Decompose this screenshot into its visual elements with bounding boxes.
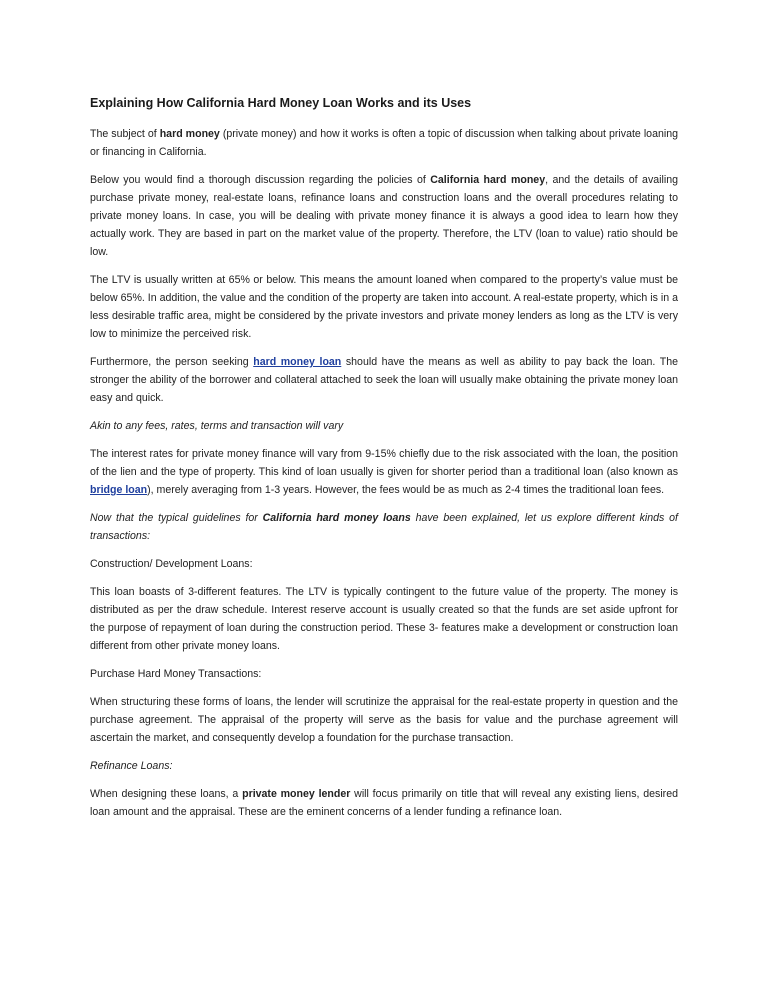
text-run: have been explained, let us explore different kinds of transactions: — [90, 512, 678, 542]
paragraph-ltv: The LTV is usually written at 65% or below. This means the amount loaned when compared to the property’s value must be below 65%. In addition, the value and the condition of the property are taken into account. A real-estate property, which is in a less desirable traffic area, might be considered by the private investors and private money lenders as long as the LTV is very low to minimize the perceived risk. — [90, 274, 678, 340]
paragraph-purchase: When structuring these forms of loans, the lender will scrutinize the appraisal for the real-estate property in question and the purchase agreement. The appraisal of the property will serve as the basis for value and the purchase agreement will ascertain the market, and consequently develop a foundation for the purchase transaction. — [90, 696, 678, 744]
bridge-loan-link[interactable]: bridge loan — [90, 484, 148, 496]
text-run: will focus primarily on title that will reveal any existing liens, desired loan amount and the appraisal. These are the eminent concerns of a lender funding a refinance loan. — [90, 788, 678, 818]
hard-money-loan-link[interactable]: hard money loan — [253, 356, 342, 368]
bold-term: California hard money — [430, 174, 546, 186]
text-run: Furthermore, the person seeking — [90, 356, 254, 368]
text-run: When designing these loans, a — [90, 788, 243, 800]
section-subtitle-fees: Akin to any fees, rates, terms and transaction will vary — [90, 420, 344, 432]
heading-purchase: Purchase Hard Money Transactions: — [90, 668, 262, 680]
paragraph-construction: This loan boasts of 3-different features. The LTV is typically contingent to the future value of the property. The money is distributed as per the draw schedule. Interest reserve account is usually created so that the funds are set aside upfront for the purpose of repayment of loan during the construction period. These 3- features make a development or construction loan different from other private money loans. — [90, 586, 678, 652]
paragraph-policies — [90, 171, 678, 261]
paragraph-interest-rates — [90, 445, 678, 499]
paragraph-transactions-intro — [90, 509, 678, 545]
heading-construction: Construction/ Development Loans: — [90, 558, 253, 570]
text-run: The subject of — [90, 128, 160, 140]
text-run: Below you would find a thorough discussion regarding the policies of — [90, 174, 431, 186]
bold-term: hard money — [159, 128, 220, 140]
text-run: should have the means as well as ability to pay back the loan. The stronger the ability of the borrower and collateral attached to seek the loan will usually make obtaining the private money loan easy and quick. — [90, 356, 679, 404]
paragraph-intro — [90, 125, 678, 161]
text-run: The interest rates for private money finance will vary from 9-15% chiefly due to the risk associated with the loan, the position of the lien and the type of property. This kind of loan usually is given for shorter period than a traditional loan (also known as — [90, 448, 678, 478]
heading-refinance: Refinance Loans: — [90, 760, 173, 772]
bold-term: private money lender — [242, 788, 351, 800]
paragraph-borrower — [90, 353, 678, 407]
document-title: Explaining How California Hard Money Loan Works and its Uses — [90, 96, 472, 110]
text-run: , and the details of availing purchase private money, real-estate loans, refinance loans and construction loans and the overall procedures relating to private money loans. In case, you will be dealing with private money finance it is always a good idea to learn how they actually work. They are based in part on the market value of the property. Therefore, the LTV (loan to value) ratio should be low. — [90, 174, 678, 258]
text-run: (private money) and how it works is often a topic of discussion when talking about private loaning or financing in California. — [90, 128, 678, 158]
paragraph-refinance — [90, 785, 678, 821]
text-run: ), merely averaging from 1-3 years. However, the fees would be as much as 2-4 times the traditional loan fees. — [147, 484, 665, 496]
bold-term: California hard money loans — [262, 512, 411, 524]
text-run: Now that the typical guidelines for — [90, 512, 263, 524]
